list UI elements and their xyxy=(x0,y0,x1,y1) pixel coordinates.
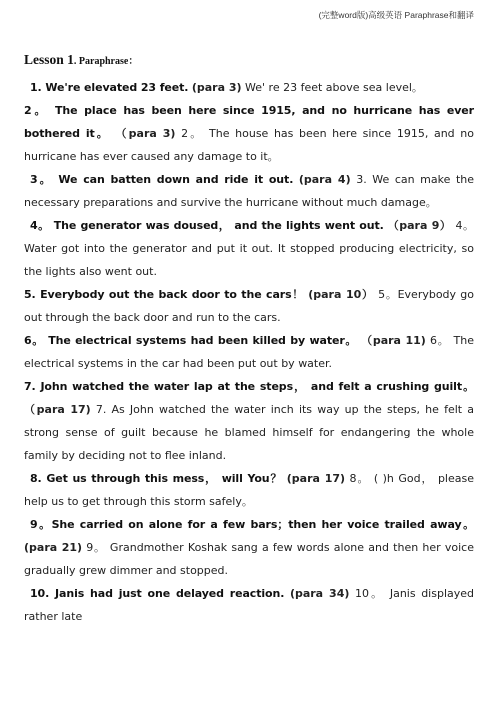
paraphrase-item xyxy=(24,467,474,513)
paraphrase-item xyxy=(24,168,474,214)
item-answer: 6。 The electrical systems in the car had been put out by water. xyxy=(24,334,474,370)
item-question: 7. John watched the water lap at the steps， and felt a crushing guilt。 xyxy=(24,380,474,393)
item-answer: 4。 Water got into the generator and put it out. It stopped producing electricity, so the lights also went out. xyxy=(24,219,475,278)
item-para-ref: （para 11) xyxy=(361,334,426,347)
item-para-ref: (para 3) xyxy=(191,81,242,94)
paraphrase-item xyxy=(24,329,474,375)
paraphrase-item xyxy=(24,214,474,283)
page-header: (完整word版)高级英语 Paraphrase和翻译 xyxy=(318,10,474,20)
item-para-ref: (para 4) xyxy=(298,173,351,186)
item-answer: 5。Everybody go out through the back door and run to the cars. xyxy=(24,288,475,324)
item-question: 3。 We can batten down and ride it out. xyxy=(30,173,294,186)
item-answer: 7. As John watched the water inch its way up the steps, he felt a strong sense of guilt because he blamed himself for endangering the whole family by deciding not to flee inland. xyxy=(24,403,474,462)
item-question: 4。 The generator was doused， and the lights went out. xyxy=(30,219,384,232)
lesson-subtitle: . Paraphrase： xyxy=(73,56,139,67)
paraphrase-item xyxy=(24,375,474,467)
item-question: 9。She carried on alone for a few bars；then her voice trailed away。 xyxy=(30,518,474,531)
item-para-ref: (para 21) xyxy=(24,541,83,554)
item-question: 2。 The place has been here since 1915, and no hurricane has ever bothered it。 xyxy=(24,104,474,140)
paraphrase-item xyxy=(24,582,474,628)
item-answer: We' re 23 feet above sea level。 xyxy=(245,81,423,94)
item-para-ref: （para 17) xyxy=(24,403,91,416)
item-question: 10. Janis had just one delayed reaction. xyxy=(30,587,285,600)
item-question: 1. We're elevated 23 feet. xyxy=(30,81,189,94)
lesson-title-text: Lesson 1 xyxy=(24,52,74,67)
item-answer: 10。 Janis displayed rather late xyxy=(24,587,475,623)
item-answer: 3. We can make the necessary preparations and survive the hurricane without much damage。 xyxy=(24,173,475,209)
item-para-ref: (para 10） xyxy=(308,288,374,301)
paraphrase-item xyxy=(24,99,474,168)
item-para-ref: (para 17) xyxy=(286,472,346,485)
item-answer: 2。 The house has been here since 1915, and no hurricane has ever caused any damage to it。 xyxy=(24,127,475,163)
lesson-title xyxy=(24,52,138,68)
item-para-ref: （para 9） xyxy=(387,219,452,232)
paraphrase-item xyxy=(24,76,474,99)
item-question: 6。 The electrical systems had been killed by water。 xyxy=(24,334,357,347)
item-question: 8. Get us through this mess， will You？ xyxy=(30,472,283,485)
item-answer: 8。 ( )h God， please help us to get through this storm safely。 xyxy=(24,472,474,508)
item-question: 5. Everybody out the back door to the cars！ xyxy=(24,288,304,301)
paraphrase-list xyxy=(24,76,474,628)
paraphrase-item xyxy=(24,283,474,329)
item-answer: 9。 Grandmother Koshak sang a few words alone and then her voice gradually grew dimmer and stopped. xyxy=(24,541,474,577)
item-para-ref: (para 34) xyxy=(289,587,350,600)
item-para-ref: （para 3) xyxy=(115,127,176,140)
paraphrase-item xyxy=(24,513,474,582)
